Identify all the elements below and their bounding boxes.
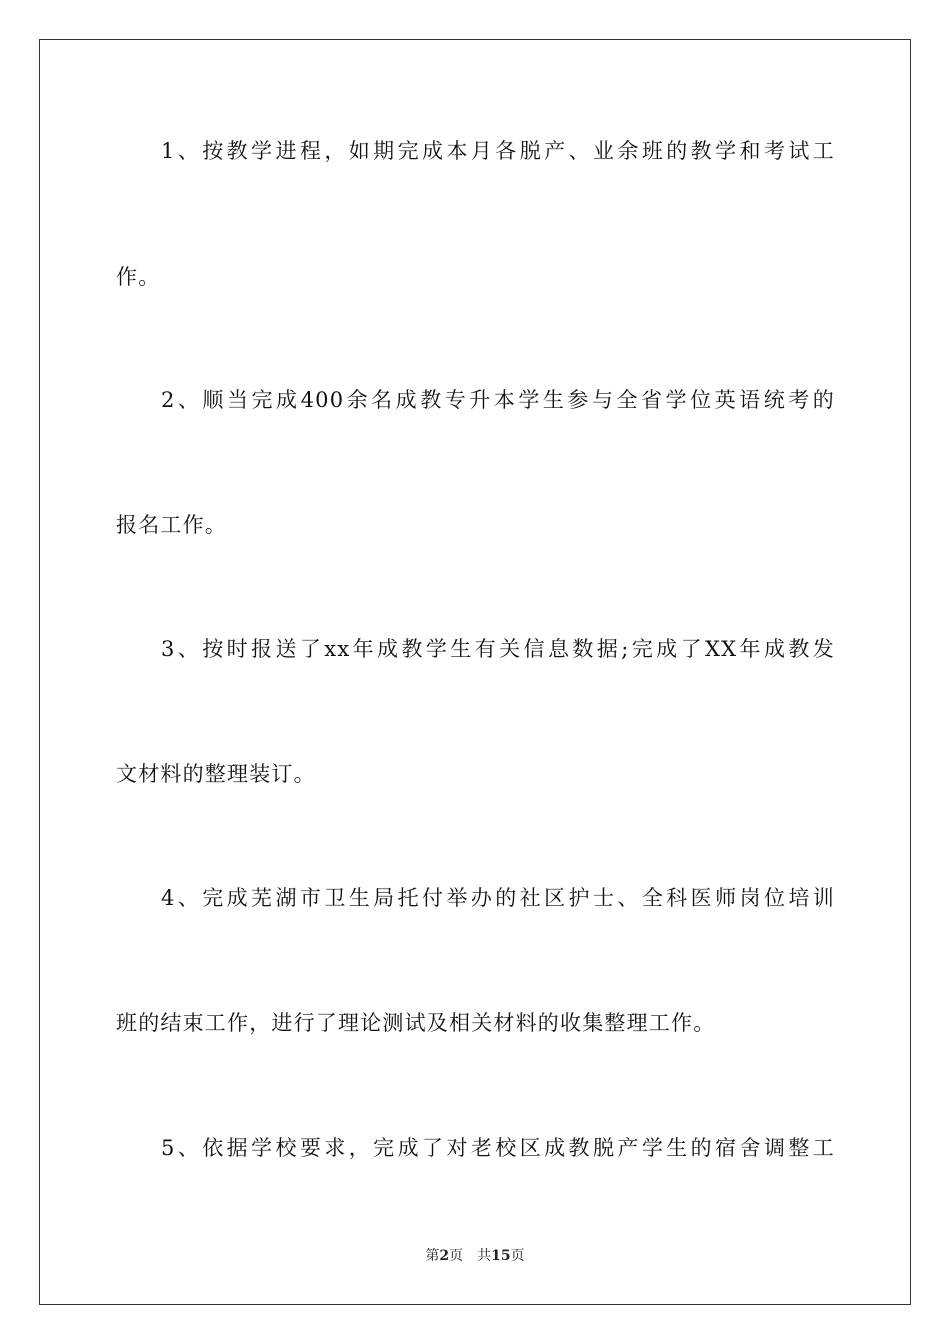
page-footer (0, 1246, 950, 1266)
page-prefix: 第 (425, 1248, 440, 1264)
paragraph-2-line-1: 2、顺当完成400余名成教专升本学生参与全省学位英语统考的 (161, 388, 835, 412)
paragraph-4-line-1: 4、完成芜湖市卫生局托付举办的社区护士、全科医师岗位培训 (161, 886, 835, 910)
paragraph-1-line-2: 作。 (116, 265, 161, 289)
total-prefix: 共 (477, 1248, 492, 1264)
page-border (39, 39, 911, 1305)
paragraph-3-line-2: 文材料的整理装订。 (116, 762, 316, 786)
page-number: 2 (439, 1248, 450, 1264)
total-suffix: 页 (510, 1248, 525, 1264)
paragraph-2-line-2: 报名工作。 (116, 513, 227, 537)
page-suffix: 页 (449, 1248, 464, 1264)
paragraph-4-line-2: 班的结束工作，进行了理论测试及相关材料的收集整理工作。 (116, 1011, 716, 1035)
paragraph-1-line-1: 1、按教学进程，如期完成本月各脱产、业余班的教学和考试工 (161, 139, 835, 163)
paragraph-3-line-1: 3、按时报送了xx年成教学生有关信息数据;完成了XX年成教发 (161, 637, 835, 661)
total-pages: 15 (491, 1248, 511, 1264)
paragraph-5-line-1: 5、依据学校要求，完成了对老校区成教脱产学生的宿舍调整工 (161, 1136, 835, 1160)
